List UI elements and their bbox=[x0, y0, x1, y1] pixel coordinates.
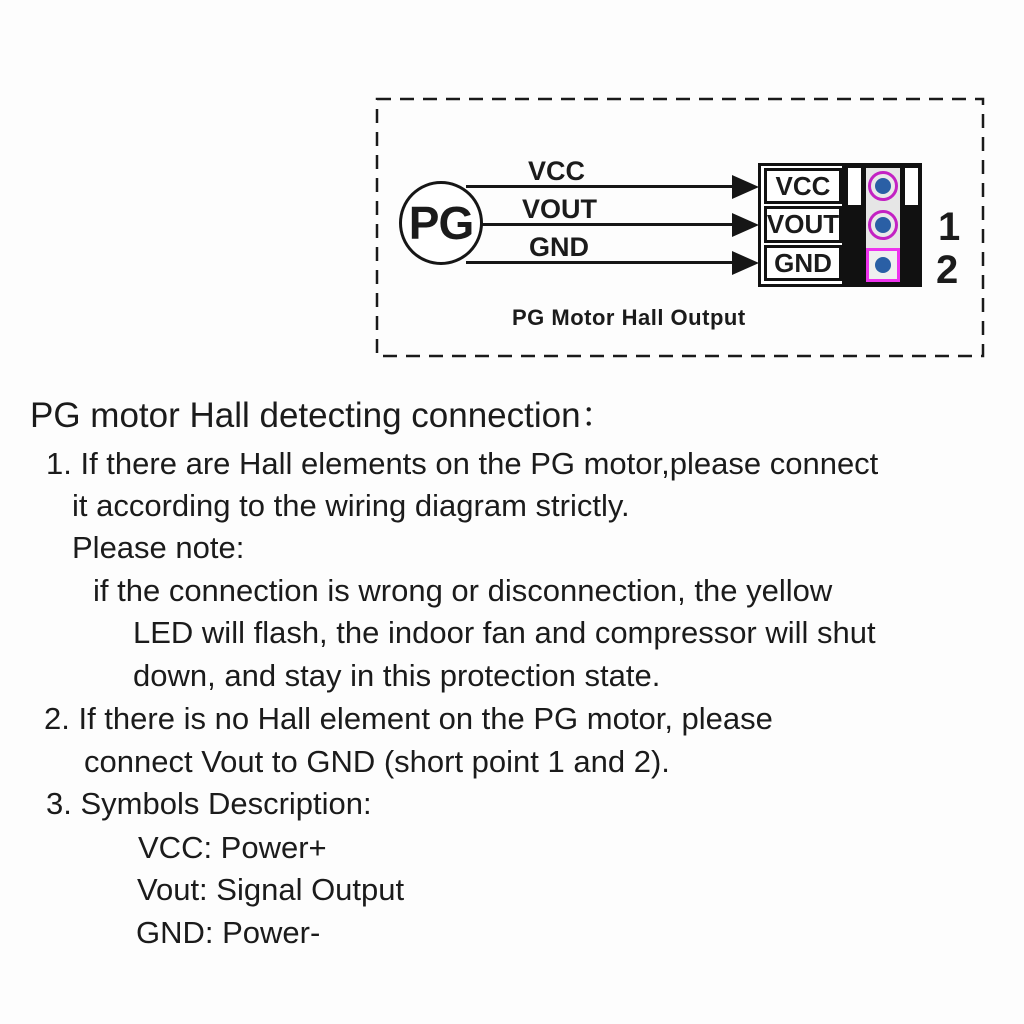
instruction-line: if the connection is wrong or disconnection, the yellow bbox=[93, 573, 833, 608]
wire-label-vcc: VCC bbox=[528, 156, 586, 186]
connector-label-gnd bbox=[764, 245, 842, 281]
pin-vcc-icon bbox=[868, 171, 898, 201]
wire-vcc bbox=[466, 185, 734, 188]
instruction-line: it according to the wiring diagram strictly. bbox=[72, 488, 630, 523]
connector-label-vout bbox=[764, 206, 842, 243]
instruction-line: 1. If there are Hall elements on the PG motor,please connect bbox=[46, 446, 879, 481]
instruction-line: GND: Power- bbox=[136, 915, 321, 950]
pg-motor-symbol bbox=[399, 181, 483, 265]
connector-notch-right bbox=[905, 168, 918, 205]
diagram-caption: PG Motor Hall Output bbox=[512, 305, 746, 330]
instruction-line: LED will flash, the indoor fan and compressor will shut bbox=[133, 615, 876, 650]
pin-gnd-dot-icon bbox=[875, 257, 891, 273]
pg-motor-label: PG bbox=[408, 197, 474, 249]
short-point-number-2: 2 bbox=[936, 248, 959, 292]
wire-label-gnd: GND bbox=[529, 232, 589, 262]
instruction-line: connect Vout to GND (short point 1 and 2). bbox=[84, 744, 670, 779]
pin-vcc-dot-icon bbox=[875, 178, 891, 194]
arrowhead-vcc-icon bbox=[732, 175, 759, 199]
instruction-line: VCC: Power+ bbox=[138, 830, 327, 865]
pin-vout-icon bbox=[868, 210, 898, 240]
connector-label-vcc bbox=[764, 168, 842, 204]
arrowhead-vout-icon bbox=[732, 213, 759, 237]
instruction-line: down, and stay in this protection state. bbox=[133, 658, 661, 693]
pin-gnd-icon bbox=[866, 248, 900, 282]
instruction-line: 3. Symbols Description: bbox=[46, 786, 372, 821]
instruction-line: Please note: bbox=[72, 530, 245, 565]
connector-label-vcc-text: VCC bbox=[775, 170, 831, 201]
wire-vout bbox=[482, 223, 734, 226]
pin-vout-dot-icon bbox=[875, 217, 891, 233]
connector-label-gnd-text: GND bbox=[774, 247, 832, 278]
wire-gnd bbox=[466, 261, 734, 264]
arrowhead-gnd-icon bbox=[732, 251, 759, 275]
connector-notch-left bbox=[848, 168, 861, 205]
hall-output-connector bbox=[758, 163, 922, 287]
instruction-line: Vout: Signal Output bbox=[137, 872, 405, 907]
wire-label-vout: VOUT bbox=[522, 194, 598, 224]
instruction-line: 2. If there is no Hall element on the PG motor, please bbox=[44, 701, 773, 736]
short-point-number-1: 1 bbox=[938, 205, 961, 249]
page-title: PG motor Hall detecting connection： bbox=[30, 396, 616, 435]
connector-label-vout-text: VOUT bbox=[766, 209, 840, 239]
